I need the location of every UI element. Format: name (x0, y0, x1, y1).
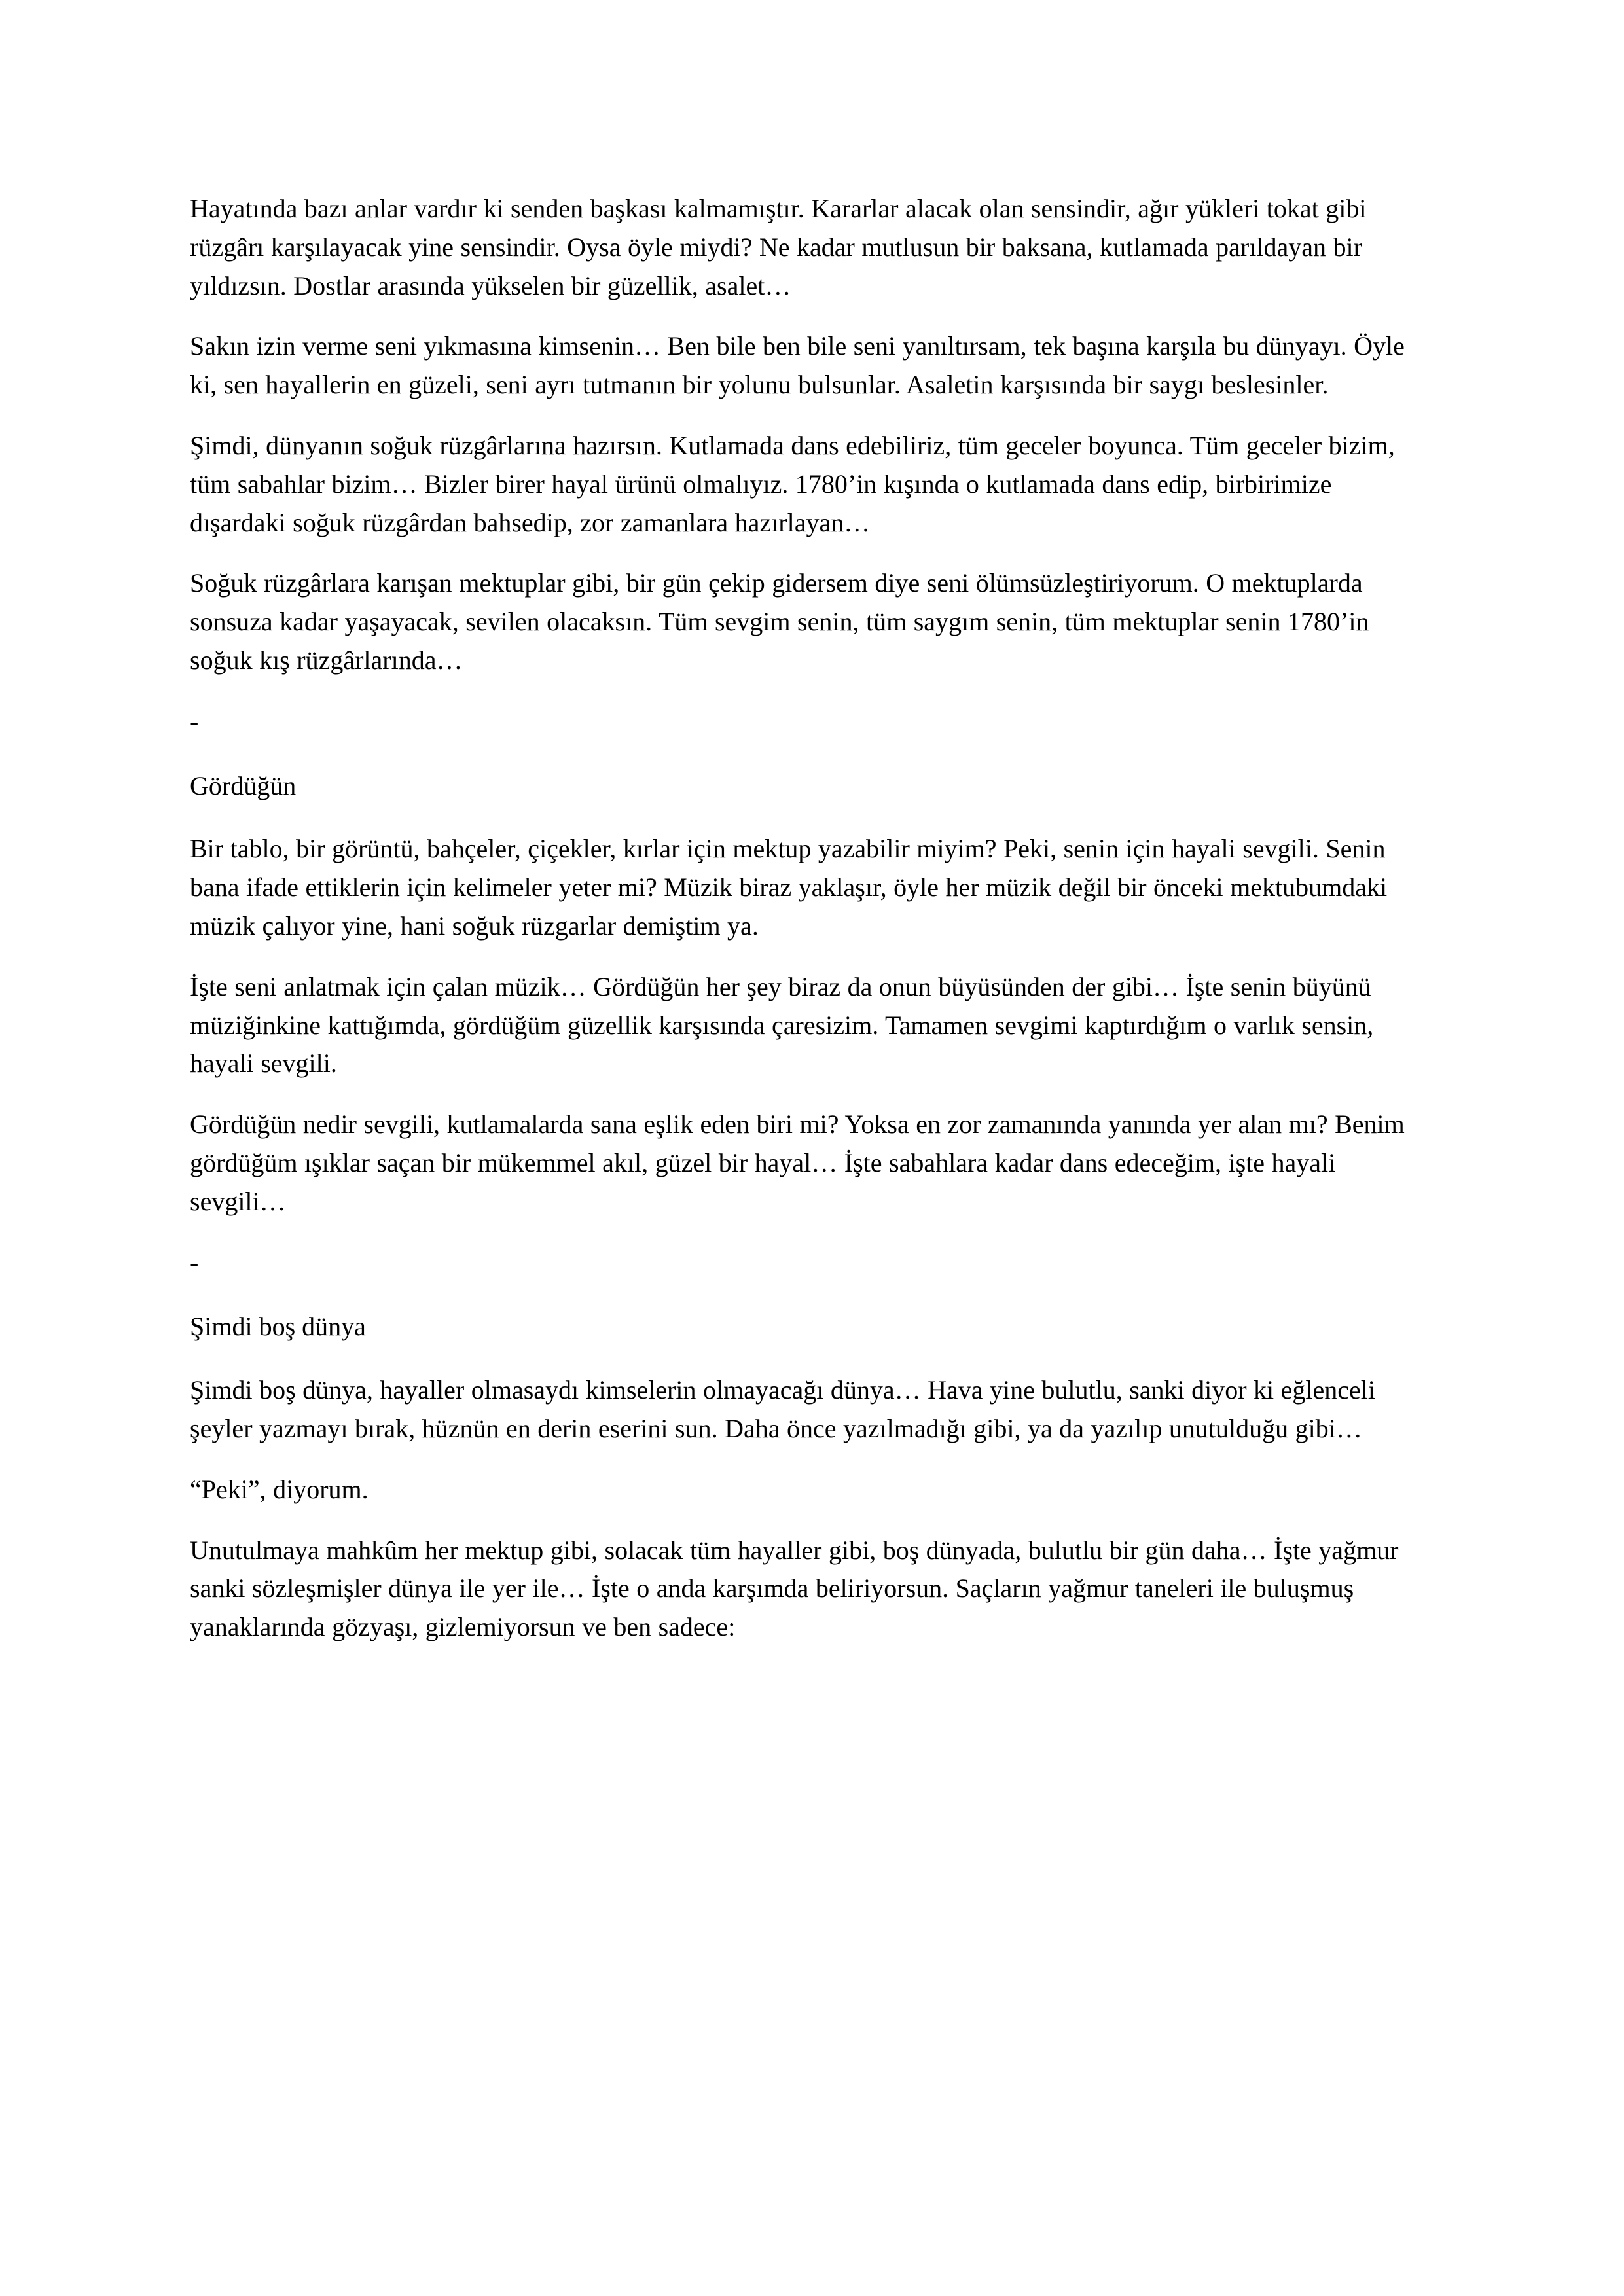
section-heading-gordugun: Gördüğün (190, 770, 297, 800)
paragraph-2: Sakın izin verme seni yıkmasına kimsenin… Ben bile ben bile seni yanıltırsam, tek başına karşıla bu dünyayı. Öyle ki, sen hayallerin en güzeli, seni ayrı tutmanın bir yolunu bulsunlar. Asaletin karşısında bir saygı beslesinler. (190, 331, 1405, 400)
paragraph-9: “Peki”, diyorum. (190, 1474, 369, 1504)
paragraph-6: İşte seni anlatmak için çalan müzik… Gördüğün her şey biraz da onun büyüsünden der gibi… İşte senin büyünü müziğinkine kattığımda, gördüğüm güzellik karşısında çaresizim. Tamamen sevgimi kaptırdığım o varlık sensin, hayali sevgili. (190, 971, 1374, 1079)
paragraph-1: Hayatında bazı anlar vardır ki senden başkası kalmamıştır. Kararlar alacak olan sensindir, ağır yükleri tokat gibi rüzgârı karşılayacak yine sensindir. Oysa öyle miydi? Ne kadar mutlusun bir baksana, kutlamada parıldayan bir yıldızsın. Dostlar arasında yükselen bir güzellik, asalet… (190, 194, 1367, 300)
section-heading-simdi-bos-dunya: Şimdi boş dünya (190, 1312, 366, 1342)
paragraph-8: Şimdi boş dünya, hayaller olmasaydı kimselerin olmayacağı dünya… Hava yine bulutlu, sanki diyor ki eğlenceli şeyler yazmayı bırak, hüznün en derin eserini sun. Daha önce yazılmadığı gibi, ya da yazılıp unutulduğu gibi… (190, 1375, 1376, 1443)
paragraph-4: Soğuk rüzgârlara karışan mektuplar gibi, bir gün çekip gidersem diye seni ölümsüzleştiriyorum. O mektuplarda sonsuza kadar yaşayacak, sevilen olacaksın. Tüm sevgim senin, tüm saygım senin, tüm mektuplar senin 1780’in soğuk kış rüzgârlarında… (190, 568, 1369, 675)
section-separator-2: - (190, 1247, 199, 1277)
paragraph-3: Şimdi, dünyanın soğuk rüzgârlarına hazırsın. Kutlamada dans edebiliriz, tüm geceler boyunca. Tüm geceler bizim, tüm sabahlar bizim… Bizler birer hayal ürünü olmalıyız. 1780’in kışında o kutlamada dans edip, birbirimize dışardaki soğuk rüzgârdan bahsedip, zor zamanlara hazırlayan… (190, 430, 1395, 537)
paragraph-10: Unutulmaya mahkûm her mektup gibi, solacak tüm hayaller gibi, boş dünyada, bulutlu bir gün daha… İşte yağmur sanki sözleşmişler dünya ile yer ile… İşte o anda karşımda beliriyorsun. Saçların yağmur taneleri ile buluşmuş yanaklarında gözyaşı, gizlemiyorsun ve ben sadece: (190, 1535, 1399, 1642)
paragraph-7: Gördüğün nedir sevgili, kutlamalarda sana eşlik eden biri mi? Yoksa en zor zamanında yanında yer alan mı? Benim gördüğüm ışıklar saçan bir mükemmel akıl, güzel bir hayal… İşte sabahlara kadar dans edeceğim, işte hayali sevgili… (190, 1109, 1405, 1216)
section-separator-1: - (190, 706, 199, 736)
document-body (190, 190, 1434, 1647)
paragraph-5: Bir tablo, bir görüntü, bahçeler, çiçekler, kırlar için mektup yazabilir miyim? Peki, senin için hayali sevgili. Senin bana ifade ettiklerin için kelimeler yeter mi? Müzik biraz yaklaşır, öyle her müzik değil bir önceki mektubumdaki müzik çalıyor yine, hani soğuk rüzgarlar demiştim ya. (190, 834, 1388, 941)
